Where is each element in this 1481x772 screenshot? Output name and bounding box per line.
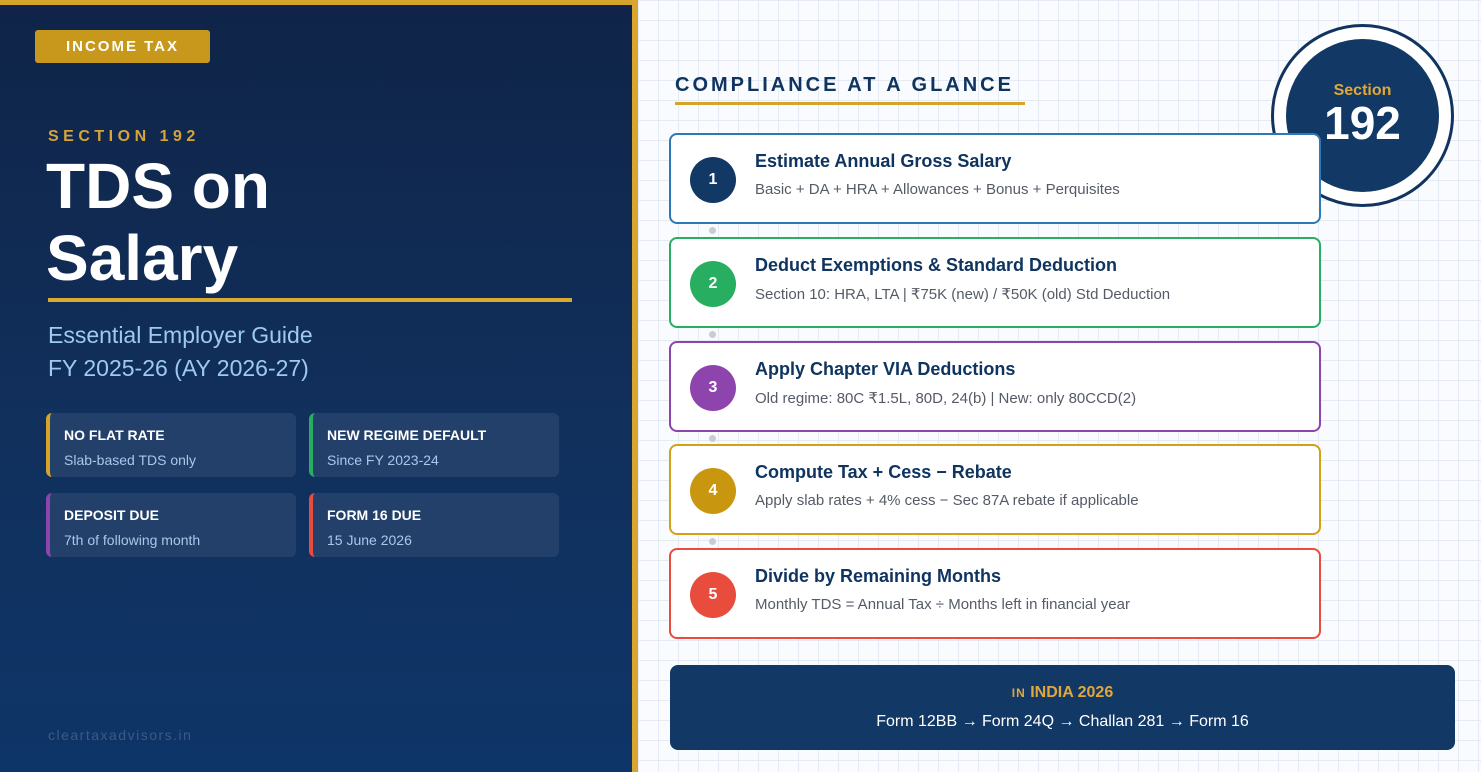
step-card-4 [669, 444, 1321, 535]
step-title: Apply Chapter VIA Deductions [755, 359, 1016, 379]
step-card-5 [669, 548, 1321, 639]
step-number-badge: 3 [690, 365, 736, 411]
card-title: NO FLAT RATE [64, 427, 165, 443]
step-description: Section 10: HRA, LTA | ₹75K (new) / ₹50K (old) Std Deduction [755, 286, 1171, 303]
connector-dot [709, 435, 716, 442]
website-link[interactable]: cleartaxadvisors.in [48, 727, 193, 743]
title-divider [48, 298, 572, 302]
step-card-2 [669, 237, 1321, 328]
banner-tag-prefix: IN [1011, 686, 1026, 700]
step-description: Old regime: 80C ₹1.5L, 80D, 24(b) | New: only 80CCD(2) [755, 390, 1137, 407]
connector-dot [709, 538, 716, 545]
step-card-3 [669, 341, 1321, 432]
card-subtitle: Slab-based TDS only [64, 452, 197, 468]
seal-label: Section [1333, 82, 1392, 99]
info-card-new-regime [309, 413, 559, 477]
card-title: DEPOSIT DUE [64, 507, 159, 523]
step-description: Apply slab rates + 4% cess − Sec 87A rebate if applicable [755, 492, 1139, 509]
title-line-2: Salary [46, 222, 239, 294]
title-line-1: TDS on [46, 150, 270, 222]
banner-form-flow: Form 12BB → Form 24Q → Challan 281 → Form 16 [876, 713, 1249, 730]
step-title: Estimate Annual Gross Salary [755, 151, 1012, 171]
step-card-1 [669, 133, 1321, 224]
step-description: Monthly TDS = Annual Tax ÷ Months left in financial year [755, 596, 1130, 613]
step-title: Compute Tax + Cess − Rebate [755, 462, 1012, 482]
page-title [46, 150, 586, 294]
step-title: Deduct Exemptions & Standard Deduction [755, 255, 1118, 275]
info-card-form16-due [309, 493, 559, 557]
filing-flow-banner [670, 665, 1455, 750]
connector-dot [709, 227, 716, 234]
subtitle-fiscal-year: FY 2025-26 (AY 2026-27) [48, 355, 309, 381]
section-heading: COMPLIANCE AT A GLANCE [675, 74, 1014, 96]
step-number-badge: 4 [690, 468, 736, 514]
step-number-badge: 5 [690, 572, 736, 618]
step-title: Divide by Remaining Months [755, 566, 1002, 586]
connector-dot [709, 331, 716, 338]
card-subtitle: 15 June 2026 [327, 532, 412, 548]
subtitle-guide: Essential Employer Guide [48, 322, 313, 348]
seal-number: 192 [1324, 97, 1401, 149]
section-kicker: SECTION 192 [48, 128, 200, 145]
left-panel [0, 0, 632, 772]
heading-underline [675, 102, 1025, 105]
step-number-badge: 1 [690, 157, 736, 203]
step-description: Basic + DA + HRA + Allowances + Bonus + Perquisites [755, 181, 1120, 198]
card-title: NEW REGIME DEFAULT [327, 427, 487, 443]
card-subtitle: Since FY 2023-24 [327, 452, 439, 468]
banner-tag [670, 684, 1455, 702]
info-card-flat-rate [46, 413, 296, 477]
card-subtitle: 7th of following month [64, 532, 201, 548]
banner-tag-text: INDIA 2026 [1030, 684, 1114, 701]
info-card-deposit-due [46, 493, 296, 557]
category-badge: INCOME TAX [35, 30, 210, 63]
card-title: FORM 16 DUE [327, 507, 422, 523]
step-number-badge: 2 [690, 261, 736, 307]
